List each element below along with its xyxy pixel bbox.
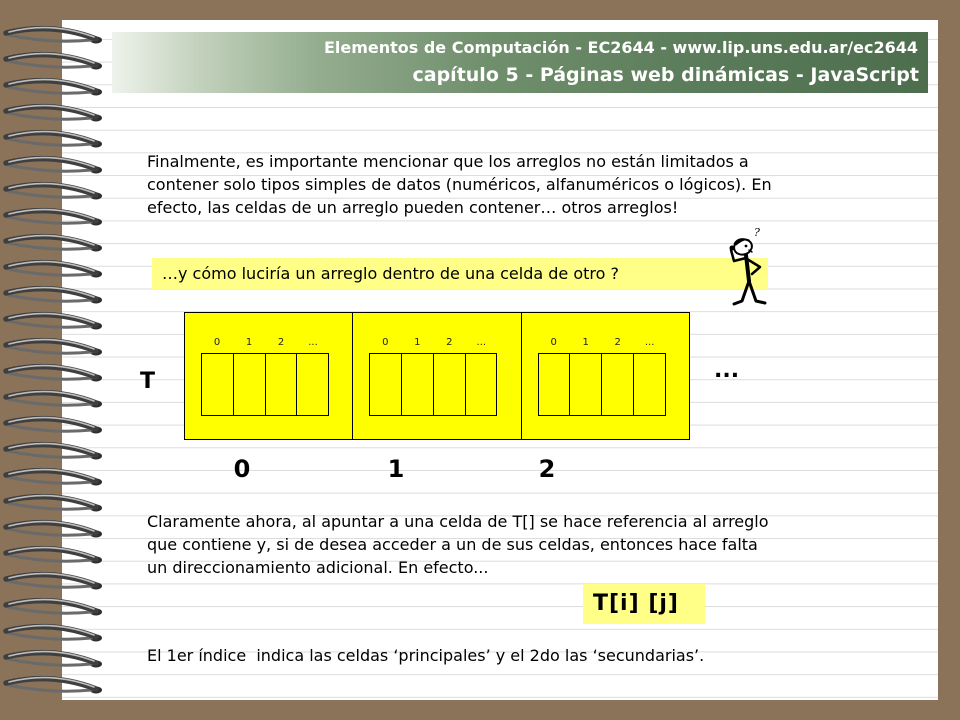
text-line: Claramente ahora, al apuntar a una celda de T[] se hace referencia al arreglo — [147, 512, 769, 531]
inner-cell — [465, 354, 497, 415]
spiral-ring — [6, 444, 102, 460]
text-line: contener solo tipos simples de datos (numéricos, alfanuméricos o lógicos). En — [147, 175, 772, 194]
inner-index-row — [201, 337, 329, 349]
inner-index-label: 1 — [414, 337, 421, 348]
inner-index-label: ... — [476, 337, 487, 348]
inner-cell — [601, 354, 633, 415]
spiral-ring — [6, 106, 102, 122]
inner-array — [201, 353, 329, 416]
stick-figure — [730, 237, 766, 304]
question-text: …y cómo luciría un arreglo dentro de una celda de otro ? — [162, 264, 620, 283]
formula-callout — [583, 584, 705, 624]
spiral-ring — [6, 262, 102, 278]
inner-index-label: ... — [308, 337, 318, 348]
inner-cell — [202, 354, 233, 415]
inner-index-label: 0 — [213, 337, 221, 348]
inner-cell — [433, 354, 465, 415]
spiral-ring — [6, 54, 102, 70]
figure-hand — [730, 246, 735, 251]
outer-cell — [185, 313, 352, 439]
outer-cell — [352, 313, 520, 439]
spiral-ring — [6, 418, 102, 434]
outer-index-label: 2 — [538, 455, 556, 483]
spiral-ring — [6, 522, 102, 538]
spiral-ring — [6, 626, 102, 642]
spiral-ring — [6, 288, 102, 304]
text-line: un direccionamiento adicional. En efecto... — [147, 558, 489, 577]
spiral-ring — [6, 28, 102, 44]
outer-index-label: 1 — [387, 455, 405, 483]
array-name-label: T — [140, 369, 156, 394]
outer-cell — [521, 313, 689, 439]
spiral-ring — [6, 158, 102, 174]
inner-index-label: 2 — [277, 337, 285, 348]
spiral-ring — [6, 496, 102, 512]
inner-cell — [401, 354, 433, 415]
inner-cell — [633, 354, 665, 415]
outer-index-label: 0 — [233, 455, 251, 483]
explanation-paragraph — [147, 510, 769, 579]
inner-index-label: 2 — [614, 337, 621, 348]
spiral-ring — [6, 600, 102, 616]
spiral-ring — [6, 340, 102, 356]
inner-index-row — [369, 337, 497, 349]
inner-array — [538, 353, 666, 416]
footer-note: El 1er índice indica las celdas ‘principales’ y el 2do las ‘secundarias’. — [147, 646, 705, 665]
spiral-ring — [6, 548, 102, 564]
outer-array — [184, 312, 690, 440]
spiral-ring — [6, 210, 102, 226]
spiral-ring — [6, 132, 102, 148]
spiral-ring — [6, 184, 102, 200]
inner-index-label: 0 — [382, 337, 389, 348]
inner-cell — [569, 354, 601, 415]
figure-eye — [745, 245, 748, 248]
spiral-ring — [6, 678, 102, 694]
formula-text: T[i] [j] — [593, 591, 679, 616]
course-title: Elementos de Computación - EC2644 - www.lip.uns.edu.ar/ec2644 — [323, 38, 918, 57]
spiral-ring — [6, 652, 102, 668]
continuation-ellipsis: ... — [714, 358, 740, 383]
spiral-ring — [6, 314, 102, 330]
inner-index-label: 1 — [245, 337, 253, 348]
figure-left-leg — [734, 281, 749, 304]
inner-cell — [233, 354, 265, 415]
text-line: Finalmente, es importante mencionar que los arreglos no están limitados a — [147, 152, 749, 171]
inner-index-label: 0 — [550, 337, 557, 348]
question-mark-icon: ? — [754, 226, 760, 239]
inner-cell — [539, 354, 570, 415]
question-callout — [152, 258, 768, 289]
text-line: que contiene y, si de desea acceder a un de sus celdas, entonces hace falta — [147, 535, 758, 554]
inner-index-label: 1 — [582, 337, 589, 348]
spiral-ring — [6, 574, 102, 590]
figure-right-leg — [749, 281, 765, 303]
inner-cell — [296, 354, 328, 415]
intro-paragraph — [147, 150, 772, 219]
header-banner — [112, 32, 928, 93]
thinking-person-icon — [721, 224, 779, 308]
spiral-ring — [6, 236, 102, 252]
spiral-ring — [6, 80, 102, 96]
spiral-binding — [0, 0, 112, 720]
inner-index-label: 2 — [446, 337, 453, 348]
spiral-ring — [6, 392, 102, 408]
text-line: efecto, las celdas de un arreglo pueden contener… otros arreglos! — [147, 198, 679, 217]
inner-cell — [265, 354, 297, 415]
inner-array — [369, 353, 497, 416]
chapter-title: capítulo 5 - Páginas web dinámicas - JavaScript — [412, 64, 919, 86]
spiral-ring — [6, 470, 102, 486]
inner-cell — [370, 354, 401, 415]
spiral-ring — [6, 366, 102, 382]
inner-index-label: ... — [644, 337, 655, 348]
inner-index-row — [538, 337, 666, 349]
